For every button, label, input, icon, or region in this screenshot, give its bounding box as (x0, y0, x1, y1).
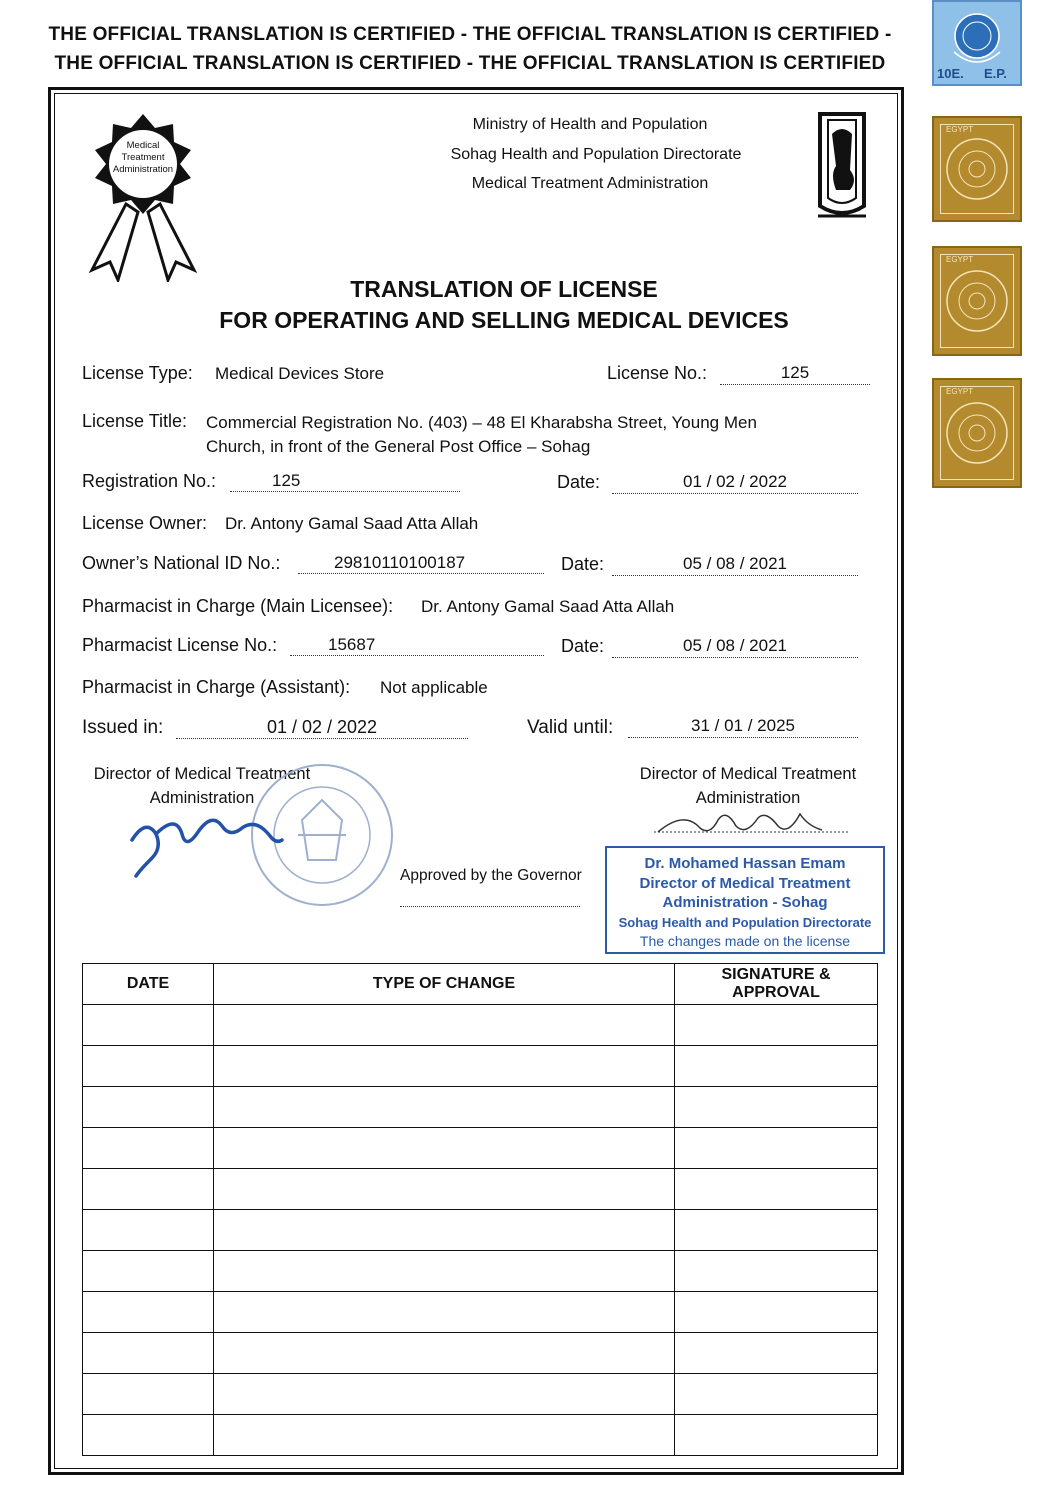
date-cell (83, 1046, 214, 1087)
table-row (83, 1374, 878, 1415)
stamp-currency: E.P. (984, 66, 1007, 81)
date-cell (83, 1169, 214, 1210)
header-type-of-change: TYPE OF CHANGE (214, 964, 675, 1005)
type-of-change-cell (214, 1087, 675, 1128)
table-header-row (83, 964, 878, 1005)
national-id-value: 29810110100187 (298, 552, 544, 574)
governor-signature-line (400, 906, 580, 907)
registration-no-label: Registration No.: (82, 471, 217, 491)
signature-cell (675, 1169, 878, 1210)
document-title-line1: TRANSLATION OF LICENSE (350, 276, 658, 302)
pharmacist-license-label: Pharmacist License No.: (82, 635, 278, 655)
date-cell (83, 1005, 214, 1046)
date-cell (83, 1087, 214, 1128)
table-row (83, 1087, 878, 1128)
date-cell (83, 1374, 214, 1415)
type-of-change-cell (214, 1210, 675, 1251)
table-row (83, 1128, 878, 1169)
pharmacist-assistant-value: Not applicable (380, 678, 488, 697)
stamp-line-changes: The changes made on the license (639, 933, 851, 949)
stamp-egypt-label: EGYPT (946, 125, 974, 134)
date-cell (83, 1333, 214, 1374)
document-title-line2: FOR OPERATING AND SELLING MEDICAL DEVICES (219, 307, 789, 333)
issued-value: 01 / 02 / 2022 (176, 716, 468, 739)
type-of-change-cell (214, 1374, 675, 1415)
stamp-value: 10E. (937, 66, 964, 81)
signature-cell (675, 1415, 878, 1456)
signature-cell (675, 1333, 878, 1374)
date-cell (83, 1415, 214, 1456)
revenue-stamp-gold-1 (932, 116, 1022, 222)
valid-until-value: 31 / 01 / 2025 (628, 715, 858, 738)
license-owner-value: Dr. Antony Gamal Saad Atta Allah (225, 514, 479, 533)
license-title-label: License Title: (82, 411, 188, 431)
national-id-date-label: Date: (561, 554, 605, 574)
registration-date-value: 01 / 02 / 2022 (612, 471, 858, 494)
license-owner-label: License Owner: (82, 513, 208, 533)
table-row (83, 1251, 878, 1292)
table-row (83, 1333, 878, 1374)
certification-banner-line2: THE OFFICIAL TRANSLATION IS CERTIFIED - THE OFFICIAL TRANSLATION IS CERTIFIED (54, 53, 886, 74)
signature-cell (675, 1005, 878, 1046)
left-signature-icon (126, 810, 286, 880)
pharaoh-emblem-icon (814, 110, 870, 222)
ribbon-badge-icon (88, 112, 198, 282)
table-row (83, 1005, 878, 1046)
license-title-line1: Commercial Registration No. (403) – 48 El Kharabsha Street, Young Men (206, 413, 757, 432)
registration-no-value: 125 (230, 470, 460, 492)
type-of-change-cell (214, 1169, 675, 1210)
table-row (83, 1046, 878, 1087)
signature-cell (675, 1087, 878, 1128)
license-no-value: 125 (720, 362, 870, 385)
pharmacist-assistant-label: Pharmacist in Charge (Assistant): (82, 677, 351, 697)
type-of-change-cell (214, 1333, 675, 1374)
national-id-date-value: 05 / 08 / 2021 (612, 553, 858, 576)
date-cell (83, 1210, 214, 1251)
header-ministry: Ministry of Health and Population (472, 116, 708, 133)
stamp-line-title: Director of Medical Treatment (639, 874, 851, 892)
left-signatory-title-line1: Director of Medical Treatment (93, 765, 311, 783)
logo-text-line3: Administration (112, 164, 174, 175)
signature-cell (675, 1046, 878, 1087)
table-row (83, 1415, 878, 1456)
signature-cell (675, 1374, 878, 1415)
medical-treatment-logo (88, 112, 198, 282)
right-signature-icon (654, 806, 848, 840)
date-cell (83, 1251, 214, 1292)
left-signatory-title-line2: Administration (149, 789, 255, 807)
certification-banner-line1: THE OFFICIAL TRANSLATION IS CERTIFIED - THE OFFICIAL TRANSLATION IS CERTIFIED - (48, 24, 892, 45)
type-of-change-cell (214, 1415, 675, 1456)
stamp-line-admin: Administration - Sohag (662, 894, 828, 911)
type-of-change-cell (214, 1292, 675, 1333)
revenue-stamp-blue (932, 0, 1022, 86)
license-type-value: Medical Devices Store (215, 364, 385, 383)
revenue-stamp-gold-3 (932, 378, 1022, 488)
signature-cell (675, 1251, 878, 1292)
table-row (83, 1292, 878, 1333)
header-signature-approval: SIGNATURE & APPROVAL (675, 964, 878, 1005)
approved-by-governor: Approved by the Governor (400, 867, 582, 884)
registration-date-label: Date: (557, 472, 601, 492)
date-cell (83, 1128, 214, 1169)
signature-cell (675, 1128, 878, 1169)
header-directorate: Sohag Health and Population Directorate (450, 146, 742, 163)
right-signatory-title-line1: Director of Medical Treatment (639, 765, 857, 783)
issued-label: Issued in: (82, 717, 164, 738)
stamp-line-directorate: Sohag Health and Population Directorate (618, 914, 872, 930)
stamp-egypt-label: EGYPT (946, 255, 974, 264)
ornament-icon (934, 118, 1020, 220)
logo-text-line2: Treatment (121, 152, 165, 163)
pharmacist-license-date-label: Date: (561, 636, 605, 656)
pharmacist-main-label: Pharmacist in Charge (Main Licensee): (82, 596, 394, 616)
ministry-emblem (814, 110, 870, 222)
pharmacist-license-date-value: 05 / 08 / 2021 (612, 635, 858, 658)
table-row (83, 1169, 878, 1210)
license-type-label: License Type: (82, 363, 193, 383)
type-of-change-cell (214, 1046, 675, 1087)
pharmacist-main-value: Dr. Antony Gamal Saad Atta Allah (421, 597, 675, 616)
national-id-label: Owner’s National ID No.: (82, 553, 281, 573)
license-no-label: License No.: (607, 363, 708, 383)
valid-until-label: Valid until: (527, 717, 614, 738)
pharmacist-license-value: 15687 (290, 634, 544, 656)
table-row (83, 1210, 878, 1251)
changes-table (82, 963, 878, 1456)
date-cell (83, 1292, 214, 1333)
right-signatory-title-line2: Administration (695, 789, 801, 807)
director-stamp (605, 846, 885, 954)
stamp-egypt-label: EGYPT (946, 387, 974, 396)
type-of-change-cell (214, 1251, 675, 1292)
logo-text-line1: Medical (126, 140, 160, 151)
header-date: DATE (83, 964, 214, 1005)
type-of-change-cell (214, 1005, 675, 1046)
ornament-icon (934, 380, 1020, 486)
license-title-line2: Church, in front of the General Post Office – Sohag (206, 437, 591, 456)
signature-cell (675, 1292, 878, 1333)
stamp-line-name: Dr. Mohamed Hassan Emam (644, 855, 846, 872)
type-of-change-cell (214, 1128, 675, 1169)
signature-cell (675, 1210, 878, 1251)
header-administration: Medical Treatment Administration (471, 175, 709, 192)
